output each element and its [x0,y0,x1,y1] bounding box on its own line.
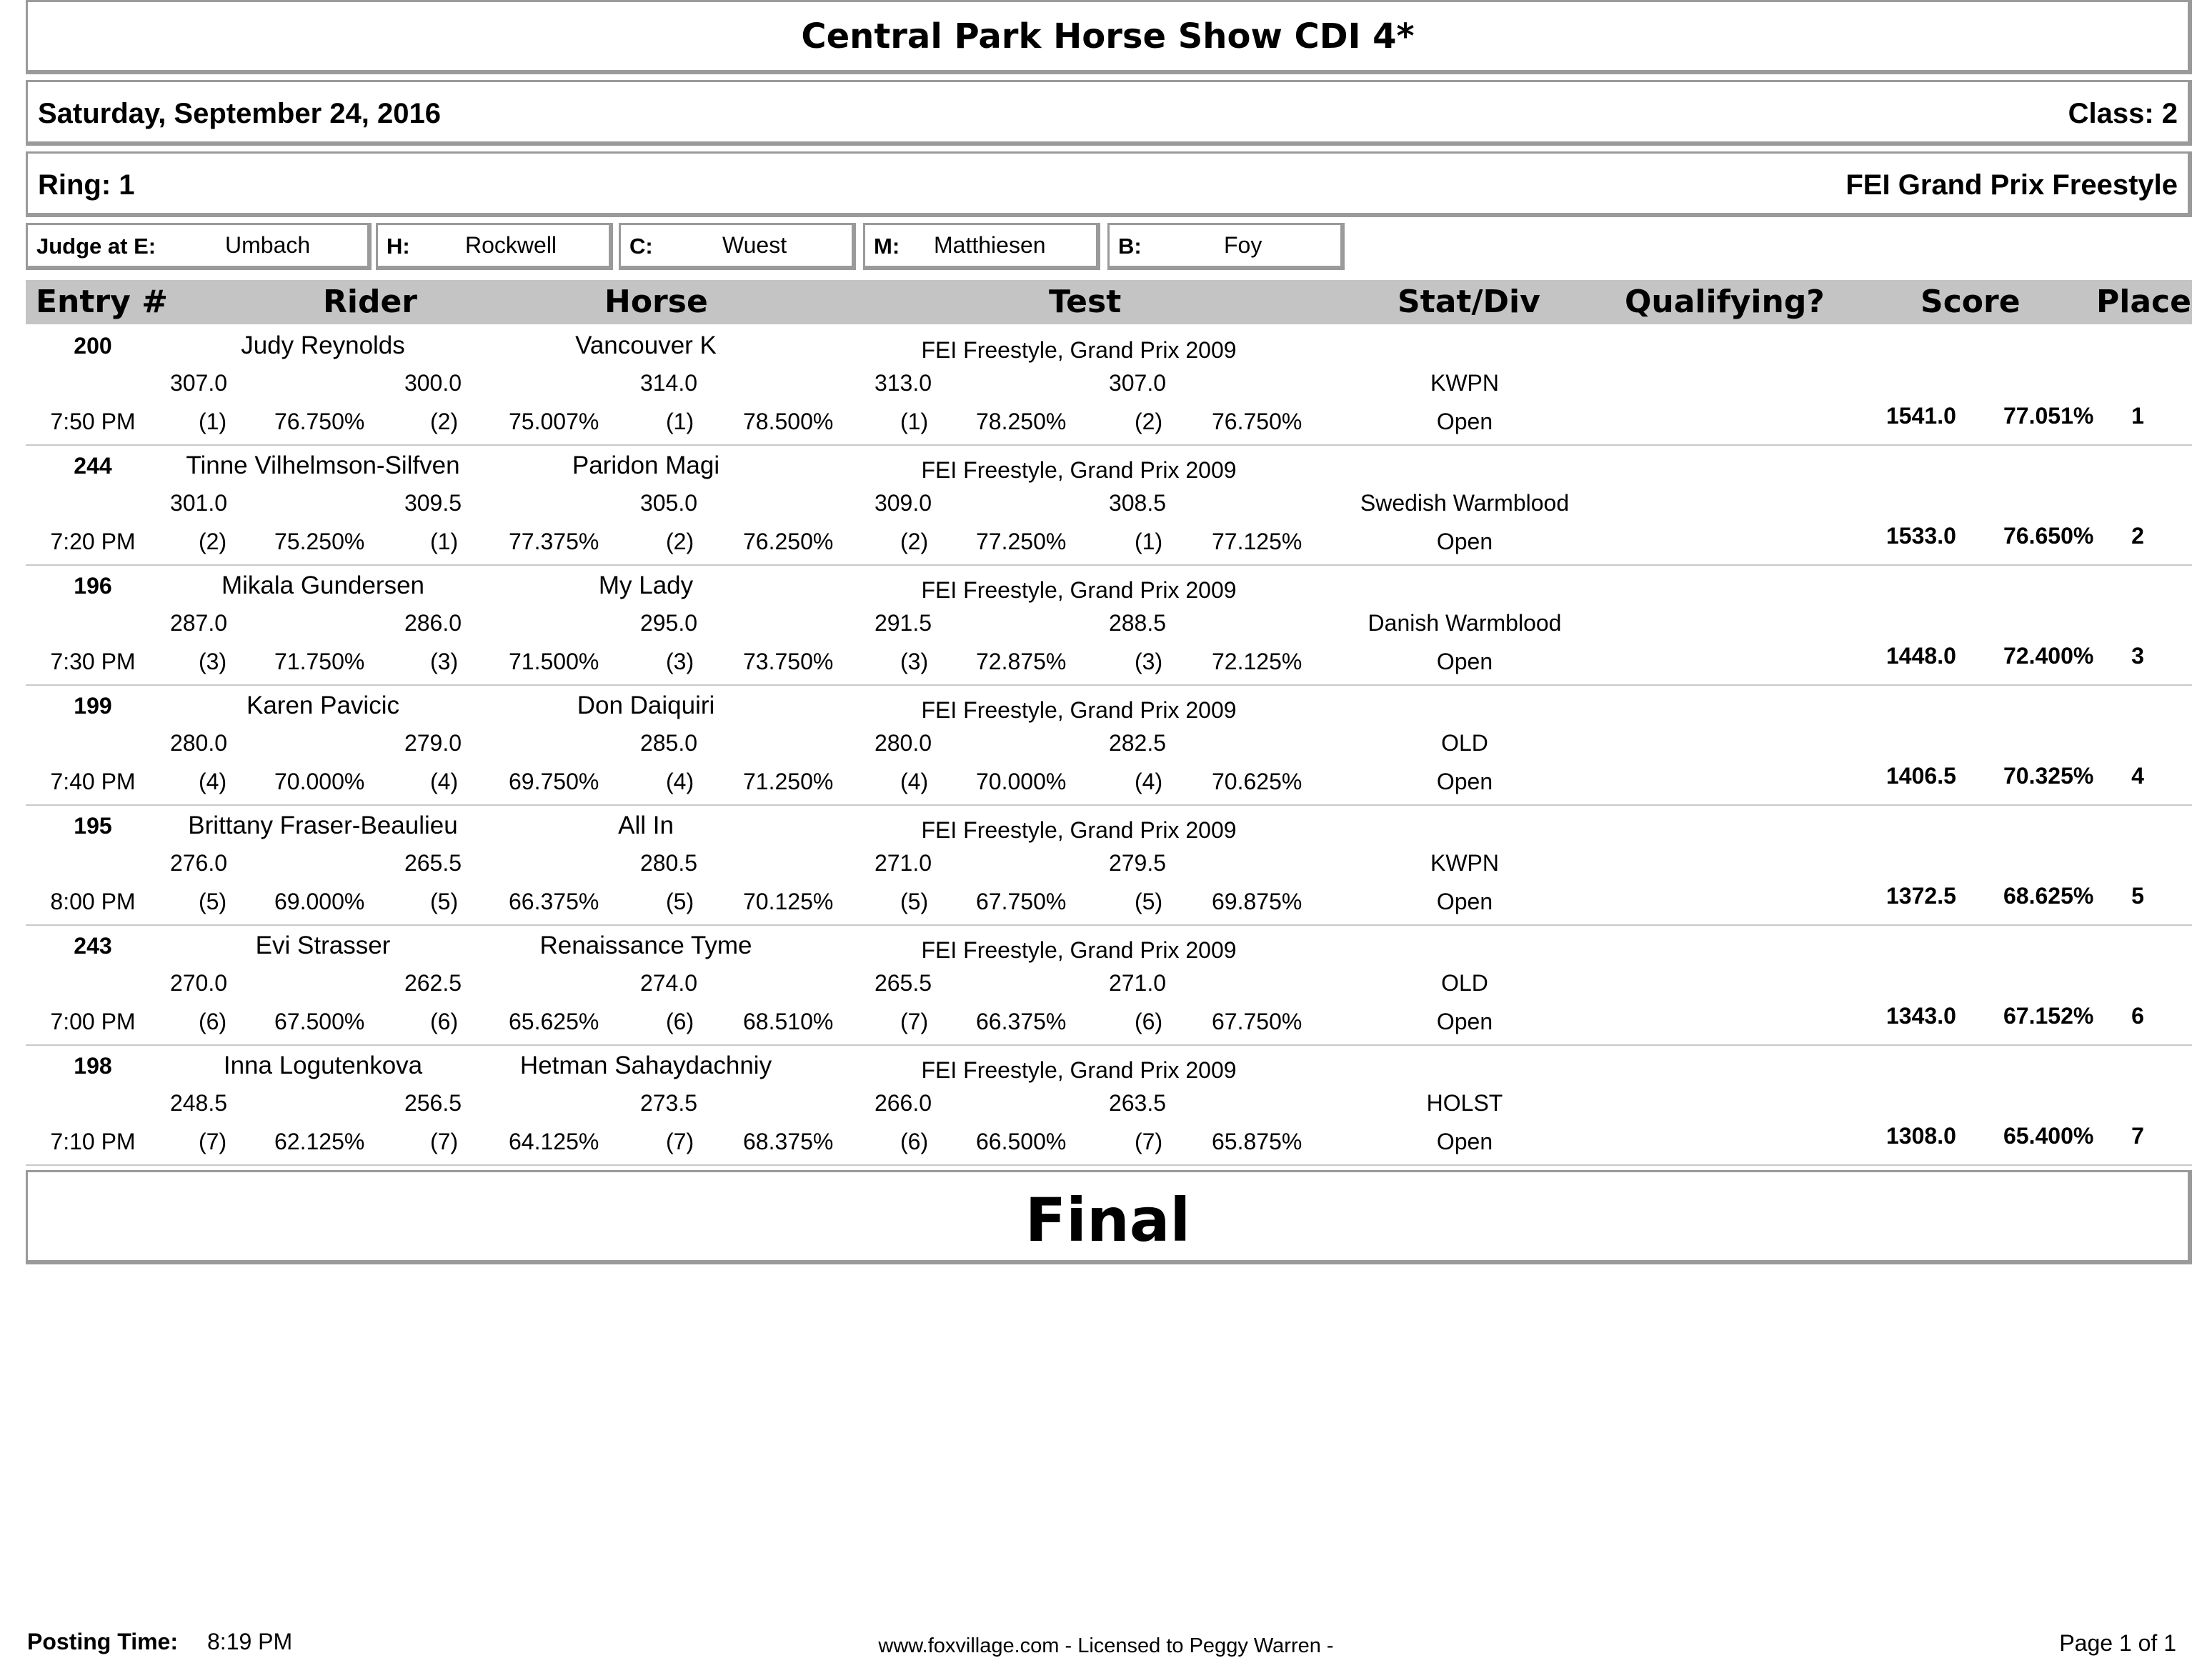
judge-points: 286.0 [404,610,462,636]
ride-time: 7:50 PM [50,409,136,434]
stat-breed: OLD [1441,970,1488,996]
status-final: Final [1025,1185,1191,1255]
total-percent: 72.400% [2003,643,2094,669]
entry-number: 244 [74,453,112,479]
ring-event-box [26,151,2192,217]
test-name: FEI Freestyle, Grand Prix 2009 [921,697,1237,723]
stat-breed: Danish Warmblood [1367,610,1562,636]
judge-rank: (3) [666,649,694,674]
judge-points: 309.0 [874,490,932,516]
judge-percent: 78.500% [743,409,834,434]
placing: 5 [2131,883,2144,909]
horse-name: Renaissance Tyme [539,932,752,959]
total-score: 1343.0 [1886,1003,1956,1029]
judge-rank: (4) [666,769,694,794]
judge-rank: (1) [199,409,227,434]
judge-percent: 71.750% [274,649,365,674]
judge-percent: 66.500% [976,1129,1067,1154]
judge-rank: (7) [900,1009,929,1034]
table-row [26,444,2192,566]
entry-number: 196 [74,573,112,599]
judge-points: 282.5 [1108,730,1167,756]
judge-percent: 65.625% [509,1009,599,1034]
division: Open [1436,649,1493,674]
judge-points: 273.5 [639,1090,698,1116]
test-name: FEI Freestyle, Grand Prix 2009 [921,577,1237,603]
judge-rank: (3) [430,649,459,674]
total-score: 1533.0 [1886,523,1956,549]
judge-points: 279.5 [1108,850,1167,876]
posting-time-label: Posting Time: [27,1629,178,1654]
judge-points: 263.5 [1108,1090,1167,1116]
entry-number: 195 [74,813,112,839]
col-entry: Entry # [36,284,168,320]
judge-percent: 75.007% [509,409,599,434]
judge-percent: 76.250% [743,529,834,554]
total-percent: 65.400% [2003,1123,2094,1149]
judge-points: 280.0 [874,730,932,756]
table-row [26,1044,2192,1166]
date-class-box [26,80,2192,146]
judge-percent: 68.375% [743,1129,834,1154]
page-title: Central Park Horse Show CDI 4* [801,16,1415,56]
total-score: 1406.5 [1886,763,1956,789]
class-label: Class: 2 [2068,98,2178,129]
total-percent: 68.625% [2003,883,2094,909]
judge-position: H: [387,234,410,259]
ride-time: 7:30 PM [50,649,136,674]
judge-position: C: [629,234,653,259]
entry-number: 243 [74,933,112,959]
judge-percent: 75.250% [274,529,365,554]
total-percent: 77.051% [2003,403,2094,429]
judge-points: 270.0 [169,970,228,996]
judge-rank: (7) [1135,1129,1163,1154]
judge-percent: 71.250% [743,769,834,794]
judge-name: Rockwell [465,232,557,258]
judge-rank: (6) [1135,1009,1163,1034]
judge-percent: 72.875% [976,649,1067,674]
page-number: Page 1 of 1 [2059,1630,2176,1656]
rider-name: Inna Logutenkova [223,1052,423,1079]
judge-box-b [1107,223,1345,270]
judge-percent: 70.000% [274,769,365,794]
judge-percent: 72.125% [1212,649,1302,674]
judge-percent: 66.375% [509,889,599,914]
judge-position: Judge at E: [36,234,156,259]
judge-rank: (6) [900,1129,929,1154]
judge-percent: 71.500% [509,649,599,674]
judge-points: 256.5 [404,1090,462,1116]
judge-percent: 76.750% [1212,409,1302,434]
entry-number: 200 [74,333,112,359]
judge-rank: (6) [199,1009,227,1034]
judge-percent: 77.375% [509,529,599,554]
judge-points: 287.0 [169,610,228,636]
judge-percent: 69.875% [1212,889,1302,914]
judge-points: 307.0 [169,370,228,396]
judge-rank: (7) [199,1129,227,1154]
placing: 7 [2131,1123,2144,1149]
judge-points: 271.0 [1108,970,1167,996]
judge-rank: (2) [900,529,929,554]
total-score: 1308.0 [1886,1123,1956,1149]
judge-box-m [863,223,1100,270]
judge-name: Foy [1224,232,1262,258]
table-row [26,684,2192,806]
judge-percent: 77.125% [1212,529,1302,554]
judge-rank: (1) [900,409,929,434]
judge-rank: (3) [900,649,929,674]
judge-points: 295.0 [639,610,698,636]
test-name: FEI Freestyle, Grand Prix 2009 [921,1057,1237,1083]
horse-name: Hetman Sahaydachniy [519,1052,772,1079]
rider-name: Brittany Fraser-Beaulieu [188,811,458,839]
test-name: FEI Freestyle, Grand Prix 2009 [921,457,1237,483]
judge-rank: (1) [666,409,694,434]
table-row [26,564,2192,686]
placing: 4 [2131,763,2144,789]
judge-points: 280.5 [639,850,698,876]
total-percent: 70.325% [2003,763,2094,789]
ride-time: 7:10 PM [50,1129,136,1154]
table-row [26,324,2192,446]
judge-rank: (2) [430,409,459,434]
judge-rank: (5) [430,889,459,914]
judge-points: 276.0 [169,850,228,876]
judge-percent: 78.250% [976,409,1067,434]
judge-percent: 67.750% [1212,1009,1302,1034]
division: Open [1436,1009,1493,1034]
test-name: FEI Freestyle, Grand Prix 2009 [921,817,1237,843]
col-horse: Horse [604,284,708,320]
judge-percent: 70.625% [1212,769,1302,794]
stat-breed: KWPN [1430,850,1499,876]
judge-points: 265.5 [404,850,462,876]
horse-name: My Lady [598,571,694,599]
placing: 6 [2131,1003,2144,1029]
judge-points: 305.0 [639,490,698,516]
table-row [26,924,2192,1046]
col-qualifying: Qualifying? [1625,284,1825,320]
stat-breed: HOLST [1426,1090,1503,1116]
judge-points: 262.5 [404,970,462,996]
judge-rank: (5) [900,889,929,914]
judge-points: 248.5 [169,1090,228,1116]
judge-percent: 68.510% [743,1009,834,1034]
col-score: Score [1920,284,2021,320]
judge-box-e [26,223,372,270]
posting-time-value: 8:19 PM [207,1629,293,1654]
judge-name: Umbach [225,232,311,258]
judge-points: 300.0 [404,370,462,396]
judge-points: 309.5 [404,490,462,516]
license-notice: www.foxvillage.com - Licensed to Peggy Warren - [878,1634,1334,1657]
total-score: 1372.5 [1886,883,1956,909]
ride-time: 8:00 PM [50,889,136,914]
col-place: Place [2096,284,2191,320]
judge-box-h [376,223,613,270]
judge-percent: 70.125% [743,889,834,914]
judge-rank: (2) [199,529,227,554]
ring-label: Ring: 1 [38,169,135,201]
col-stat-div: Stat/Div [1398,284,1540,320]
horse-name: All In [618,811,674,839]
judge-points: 285.0 [639,730,698,756]
division: Open [1436,529,1493,554]
judge-points: 279.0 [404,730,462,756]
placing: 1 [2131,403,2144,429]
judge-points: 274.0 [639,970,698,996]
ride-time: 7:40 PM [50,769,136,794]
judge-rank: (5) [199,889,227,914]
judge-points: 307.0 [1108,370,1167,396]
judge-position: M: [874,234,900,259]
judge-box-c [619,223,856,270]
judge-position: B: [1118,234,1142,259]
judge-points: 266.0 [874,1090,932,1116]
stat-breed: KWPN [1430,370,1499,396]
show-date: Saturday, September 24, 2016 [38,98,441,129]
judge-rank: (4) [199,769,227,794]
judge-percent: 76.750% [274,409,365,434]
rider-name: Mikala Gundersen [221,571,425,599]
judge-points: 271.0 [874,850,932,876]
horse-name: Don Daiquiri [577,691,715,719]
division: Open [1436,409,1493,434]
judge-name: Wuest [722,232,787,258]
judge-rank: (3) [1135,649,1163,674]
judge-percent: 73.750% [743,649,834,674]
division: Open [1436,1129,1493,1154]
ride-time: 7:00 PM [50,1009,136,1034]
judge-rank: (1) [1135,529,1163,554]
entry-number: 199 [74,693,112,719]
judge-percent: 66.375% [976,1009,1067,1034]
total-score: 1448.0 [1886,643,1956,669]
total-percent: 67.152% [2003,1003,2094,1029]
rider-name: Tinne Vilhelmson-Silfven [186,451,460,479]
judge-points: 288.5 [1108,610,1167,636]
judge-rank: (2) [666,529,694,554]
judge-rank: (4) [430,769,459,794]
status-box [26,1170,2192,1264]
rider-name: Evi Strasser [255,932,391,959]
judge-rank: (7) [430,1129,459,1154]
test-name: FEI Freestyle, Grand Prix 2009 [921,337,1237,363]
stat-breed: Swedish Warmblood [1360,490,1570,516]
judge-rank: (6) [430,1009,459,1034]
judge-points: 291.5 [874,610,932,636]
horse-name: Paridon Magi [572,451,720,479]
stat-breed: OLD [1441,730,1488,756]
judge-percent: 69.750% [509,769,599,794]
ride-time: 7:20 PM [50,529,136,554]
judge-name: Matthiesen [934,232,1046,258]
judge-points: 313.0 [874,370,932,396]
judge-points: 301.0 [169,490,228,516]
judge-points: 265.5 [874,970,932,996]
col-rider: Rider [323,284,417,320]
judge-percent: 77.250% [976,529,1067,554]
total-percent: 76.650% [2003,523,2094,549]
rider-name: Karen Pavicic [246,691,399,719]
col-test: Test [1049,284,1122,320]
judge-points: 280.0 [169,730,228,756]
placing: 2 [2131,523,2144,549]
judge-rank: (3) [199,649,227,674]
judge-rank: (7) [666,1129,694,1154]
division: Open [1436,769,1493,794]
table-row [26,804,2192,926]
judge-points: 314.0 [639,370,698,396]
horse-name: Vancouver K [575,331,717,359]
division: Open [1436,889,1493,914]
judge-percent: 62.125% [274,1129,365,1154]
judge-percent: 70.000% [976,769,1067,794]
results-table-header [26,280,2192,324]
rider-name: Judy Reynolds [241,331,405,359]
judge-points: 308.5 [1108,490,1167,516]
placing: 3 [2131,643,2144,669]
entry-number: 198 [74,1053,112,1079]
judge-rank: (4) [1135,769,1163,794]
judge-rank: (2) [1135,409,1163,434]
judge-percent: 67.500% [274,1009,365,1034]
judge-percent: 64.125% [509,1129,599,1154]
judge-percent: 67.750% [976,889,1067,914]
judge-rank: (5) [666,889,694,914]
judge-rank: (5) [1135,889,1163,914]
event-name: FEI Grand Prix Freestyle [1845,169,2178,201]
judge-percent: 69.000% [274,889,365,914]
title-box [26,0,2192,74]
judge-rank: (1) [430,529,459,554]
total-score: 1541.0 [1886,403,1956,429]
judge-rank: (6) [666,1009,694,1034]
test-name: FEI Freestyle, Grand Prix 2009 [921,937,1237,963]
judge-rank: (4) [900,769,929,794]
judge-percent: 65.875% [1212,1129,1302,1154]
